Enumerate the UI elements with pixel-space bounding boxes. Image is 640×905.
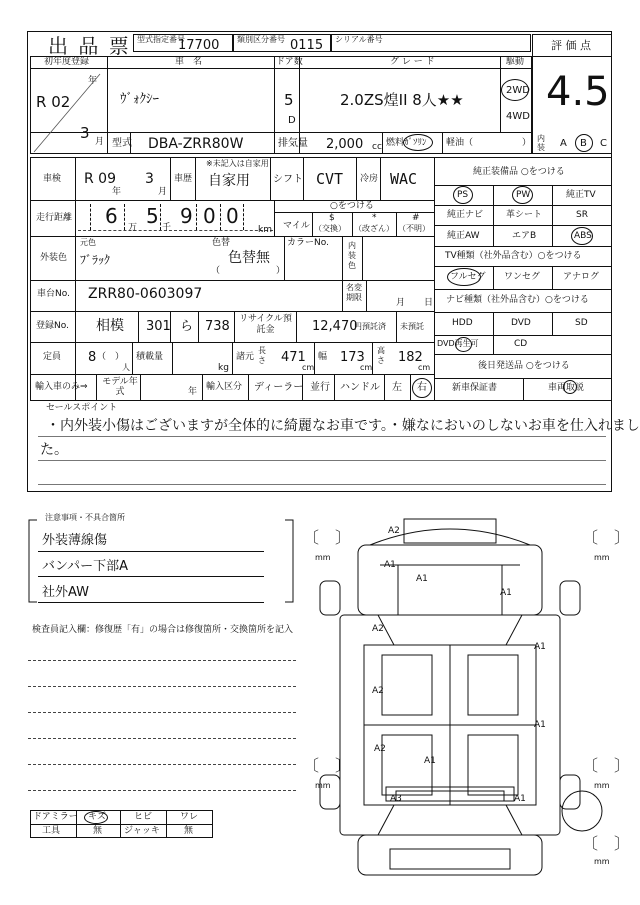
capacity-value: 8 [88,350,97,365]
tire-bracket-rl: 〔 〕 [303,756,352,775]
mm-rr: mm [594,781,610,790]
load-label: 積載量 [136,352,164,362]
equip-genuine-aw: 純正AW [447,231,480,241]
repaint-close: ） [276,266,286,276]
capacity-paren: （ ） [97,352,125,362]
car-name: ｳﾞｫｸｼｰ [120,92,159,107]
mirror-value: キズ [88,812,106,822]
equip-genuine-navi: 純正ナビ [447,210,484,220]
reg-number: 738 [205,319,230,334]
shaken-month-unit: 月 [158,187,168,197]
tire-bracket-spare: 〔 〕 [582,834,631,853]
category-number: 0115 [290,38,324,53]
length-label: 長さ [258,346,266,365]
equip-pw-circle [512,186,533,204]
docs-warranty: 新車保証書 [452,383,498,393]
mark-quarter-left: A2 [374,744,386,754]
handle-right-circle [412,378,432,398]
equip-abs-circle [571,227,593,245]
equip-airbag: エアB [512,231,537,241]
sales-point-label: セールスポイント [46,403,118,413]
capacity-label: 定員 [43,352,62,362]
month-unit: 月 [95,137,105,147]
serial-label: シリアル番号 [335,35,383,44]
navi-label: ナビ種類（社外品含む）○をつける [446,295,589,305]
model-year-label: モデル年式 [102,377,138,397]
kg-unit: kg [218,363,229,373]
tire-bracket-fr: 〔 〕 [582,528,631,547]
interior-c: C [600,138,607,149]
mileage-digit-4: 0 [203,204,216,228]
category-label: 類別区分番号 [237,35,285,44]
mark-front-bumper: A2 [388,526,400,536]
mm-fr: mm [594,553,610,562]
model-value: DBA-ZRR80W [148,136,244,152]
tv-oneseg: ワンセグ [504,272,541,282]
history-note: ※未記入は自家用 [206,159,269,168]
capacity-unit: 人 [122,363,130,372]
mileage-digit-1: 6 [105,204,118,228]
model-year-unit: 年 [188,387,198,397]
reg-label: 登録No. [36,321,69,331]
mirror-break: ワレ [180,812,199,822]
recycle-paid: 円預託済 [354,322,386,331]
mark-hood-left: A1 [384,560,396,570]
tv-fullseg-circle [447,268,481,286]
note-item-3: 社外AW [42,585,90,600]
inspector-label: 検査員記入欄：修復歴「有」の場合は修復箇所・交換箇所を記入 [32,625,294,635]
handle-right: 右 [417,382,427,393]
doors-value: 5 [284,91,294,109]
sales-point-line-1: ・内外装小傷はございますが全体的に綺麗なお車です。・嫌なにおいのしないお車を仕入れまし [46,418,640,434]
docs-label: 後日発送品 ○をつける [478,361,570,371]
doors-label: ドア数 [276,57,303,67]
mm-spare: mm [594,857,610,866]
ac-label: 冷房 [360,174,379,184]
drive-2wd-circle [501,79,529,101]
mark-rear-bumper-left: A3 [390,794,402,804]
mark-dollar: $ [329,213,335,223]
model-label: 型式 [112,138,132,149]
year-unit: 年 [88,76,98,86]
first-reg-year: R 02 [36,93,71,111]
mm-fl: mm [315,553,331,562]
diesel-label: 軽油（ [446,138,474,148]
shift-value: CVT [316,170,344,188]
navi-dvd-play-circle [455,337,472,352]
repaint-label: 色替 [212,238,231,248]
width-cm: cm [360,363,373,372]
equip-ps-circle [453,186,473,204]
import-dealer: ディーラー [254,382,304,393]
mark-note: ○をつける [330,201,374,211]
cc-unit: cc [372,142,382,152]
equip-genuine-tv: 純正TV [566,190,596,200]
doors-sub: D [288,115,296,126]
equip-ps: PS [457,190,469,200]
mile-label: マイル [283,221,310,231]
mark-front-door-right: A1 [534,642,546,652]
tv-fullseg: フルセグ [450,272,486,282]
score-label: 評 価 点 [551,39,591,52]
displacement-label: 排気量 [278,138,308,149]
equip-sr: SR [576,210,588,220]
shaken-year-unit: 年 [112,187,122,197]
interior-b: B [580,138,587,149]
mark-front-door-left: A2 [372,624,384,634]
navi-dvd: DVD [511,318,531,328]
tools-value: 無 [93,826,103,836]
nc-day: 日 [424,298,434,308]
mark-star: * [372,213,377,223]
recycle-value: 12,470 [312,319,358,334]
import-type-label: 輸入区分 [206,382,243,392]
length-value: 471 [281,350,306,365]
width-value: 173 [340,350,365,365]
notes-label: 注意事項・不具合箇所 [45,513,125,522]
color-no-label: カラーNo. [287,238,329,248]
first-reg-month: 3 [80,124,90,142]
jack-value: 無 [184,826,194,836]
jack-label: ジャッキ [124,826,160,836]
mileage-digit-3: 9 [180,204,193,228]
interior-color-label: 内装色 [348,241,356,270]
height-cm: cm [418,363,431,372]
dims-label: 諸元 [236,352,255,362]
height-label: 高さ [377,346,385,365]
mirror-crack: ヒビ [134,812,153,822]
shift-label: シフト [273,174,303,185]
nc-month: 月 [396,298,406,308]
mirror-value-circle [84,811,108,824]
reg-class: 301 [146,319,171,334]
exterior-color-label: 外装色 [40,253,68,263]
import-parallel: 並行 [310,382,330,393]
repaint-value: 色替無 [228,250,270,266]
navi-dvd-play: DVD再生可 [437,339,479,348]
equip-abs: ABS [574,231,592,241]
mark-altered: （改ざん） [354,224,394,233]
mark-exchange: （交換） [314,224,346,233]
fuel-circle [403,134,433,151]
chassis-value: ZRR80-0603097 [88,286,203,302]
repaint-open: （ [211,266,221,276]
mark-rear-door-right: A1 [534,720,546,730]
recycle-unpaid: 未預託 [400,322,424,331]
height-value: 182 [398,350,423,365]
mark-hash: # [412,213,420,223]
drive-4wd: 4WD [506,111,530,122]
docs-manual: 車両取説 [548,383,585,393]
tools-label: 工具 [42,826,61,836]
width-label: 幅 [318,352,328,362]
equip-pw: PW [516,190,531,200]
mm-rl: mm [315,781,331,790]
mileage-man: 万 [128,223,138,233]
mileage-label: 走行距離 [36,213,73,223]
navi-cd: CD [514,339,528,349]
tire-bracket-fl: 〔 〕 [303,528,352,547]
orig-color-value: ﾌﾞﾗｯｸ [80,253,111,267]
mirror-label: ドアミラー [33,812,78,822]
mileage-sen: 千 [162,223,172,233]
car-name-label: 車 名 [175,57,203,67]
diesel-close: ） [522,138,532,148]
shaken-label: 車検 [43,174,62,184]
docs-manual-circle [563,380,577,394]
grade-label: グ レ ー ド [390,57,435,67]
mark-hood: A1 [416,574,428,584]
mark-rear-bumper-right: A1 [514,794,526,804]
mileage-digit-2: 5 [146,204,159,228]
navi-sd: SD [575,318,588,328]
orig-color-label: 元色 [80,238,96,247]
chassis-label: 車台No. [37,289,70,299]
reg-kana: ら [180,319,194,334]
type-approval-number: 17700 [178,38,220,53]
type-approval-label: 型式指定番号 [137,35,185,44]
length-cm: cm [302,363,315,372]
drive-2wd: 2WD [506,85,530,96]
drive-label: 駆動 [506,57,525,67]
displacement-value: 2,000 [326,137,364,152]
km-unit: km [258,225,272,235]
interior-b-circle [575,134,593,152]
tv-analog: アナログ [563,272,600,282]
shaken-era: R 09 [84,171,116,187]
import-label: 輸入車のみ⇒ [35,382,88,392]
tv-label: TV種類（社外品含む）○をつける [445,251,582,261]
mark-fender-right: A1 [500,588,512,598]
reg-area: 相模 [96,318,124,334]
mark-back-door: A1 [424,756,436,766]
form-title: 出 品 票 [48,34,131,58]
mark-unknown: （不明） [398,224,430,233]
genuine-label: 純正装備品 ○をつける [473,167,565,177]
sales-point-line-2: た。 [40,442,68,458]
handle-left: 左 [392,382,402,393]
interior-label: 内装 [537,134,545,152]
recycle-label: リサイクル預託金 [239,314,292,335]
history-label: 車歴 [174,174,193,184]
ac-value: WAC [390,170,418,188]
mileage-digit-5: 0 [226,204,239,228]
tire-bracket-rr: 〔 〕 [582,756,631,775]
name-change-label: 名変期限 [346,283,362,302]
grade-value: 2.0ZS煌II 8人★★ [340,91,464,109]
note-item-1: 外装薄線傷 [42,533,108,548]
fuel-value: ｶﾞｿﾘﾝ [404,138,427,148]
equip-leather: 革シート [506,210,543,220]
shaken-month: 3 [145,171,154,187]
handle-label: ハンドル [340,382,380,393]
mark-rear-door-left: A2 [372,686,384,696]
first-reg-label: 初年度登録 [44,57,90,67]
history-value: 自家用 [208,173,250,189]
interior-a: A [560,138,567,149]
navi-hdd: HDD [452,318,473,328]
fuel-label: 燃料 [386,138,405,148]
score-value: 4.5 [546,69,610,115]
note-item-2: バンパー下部A [42,559,128,574]
